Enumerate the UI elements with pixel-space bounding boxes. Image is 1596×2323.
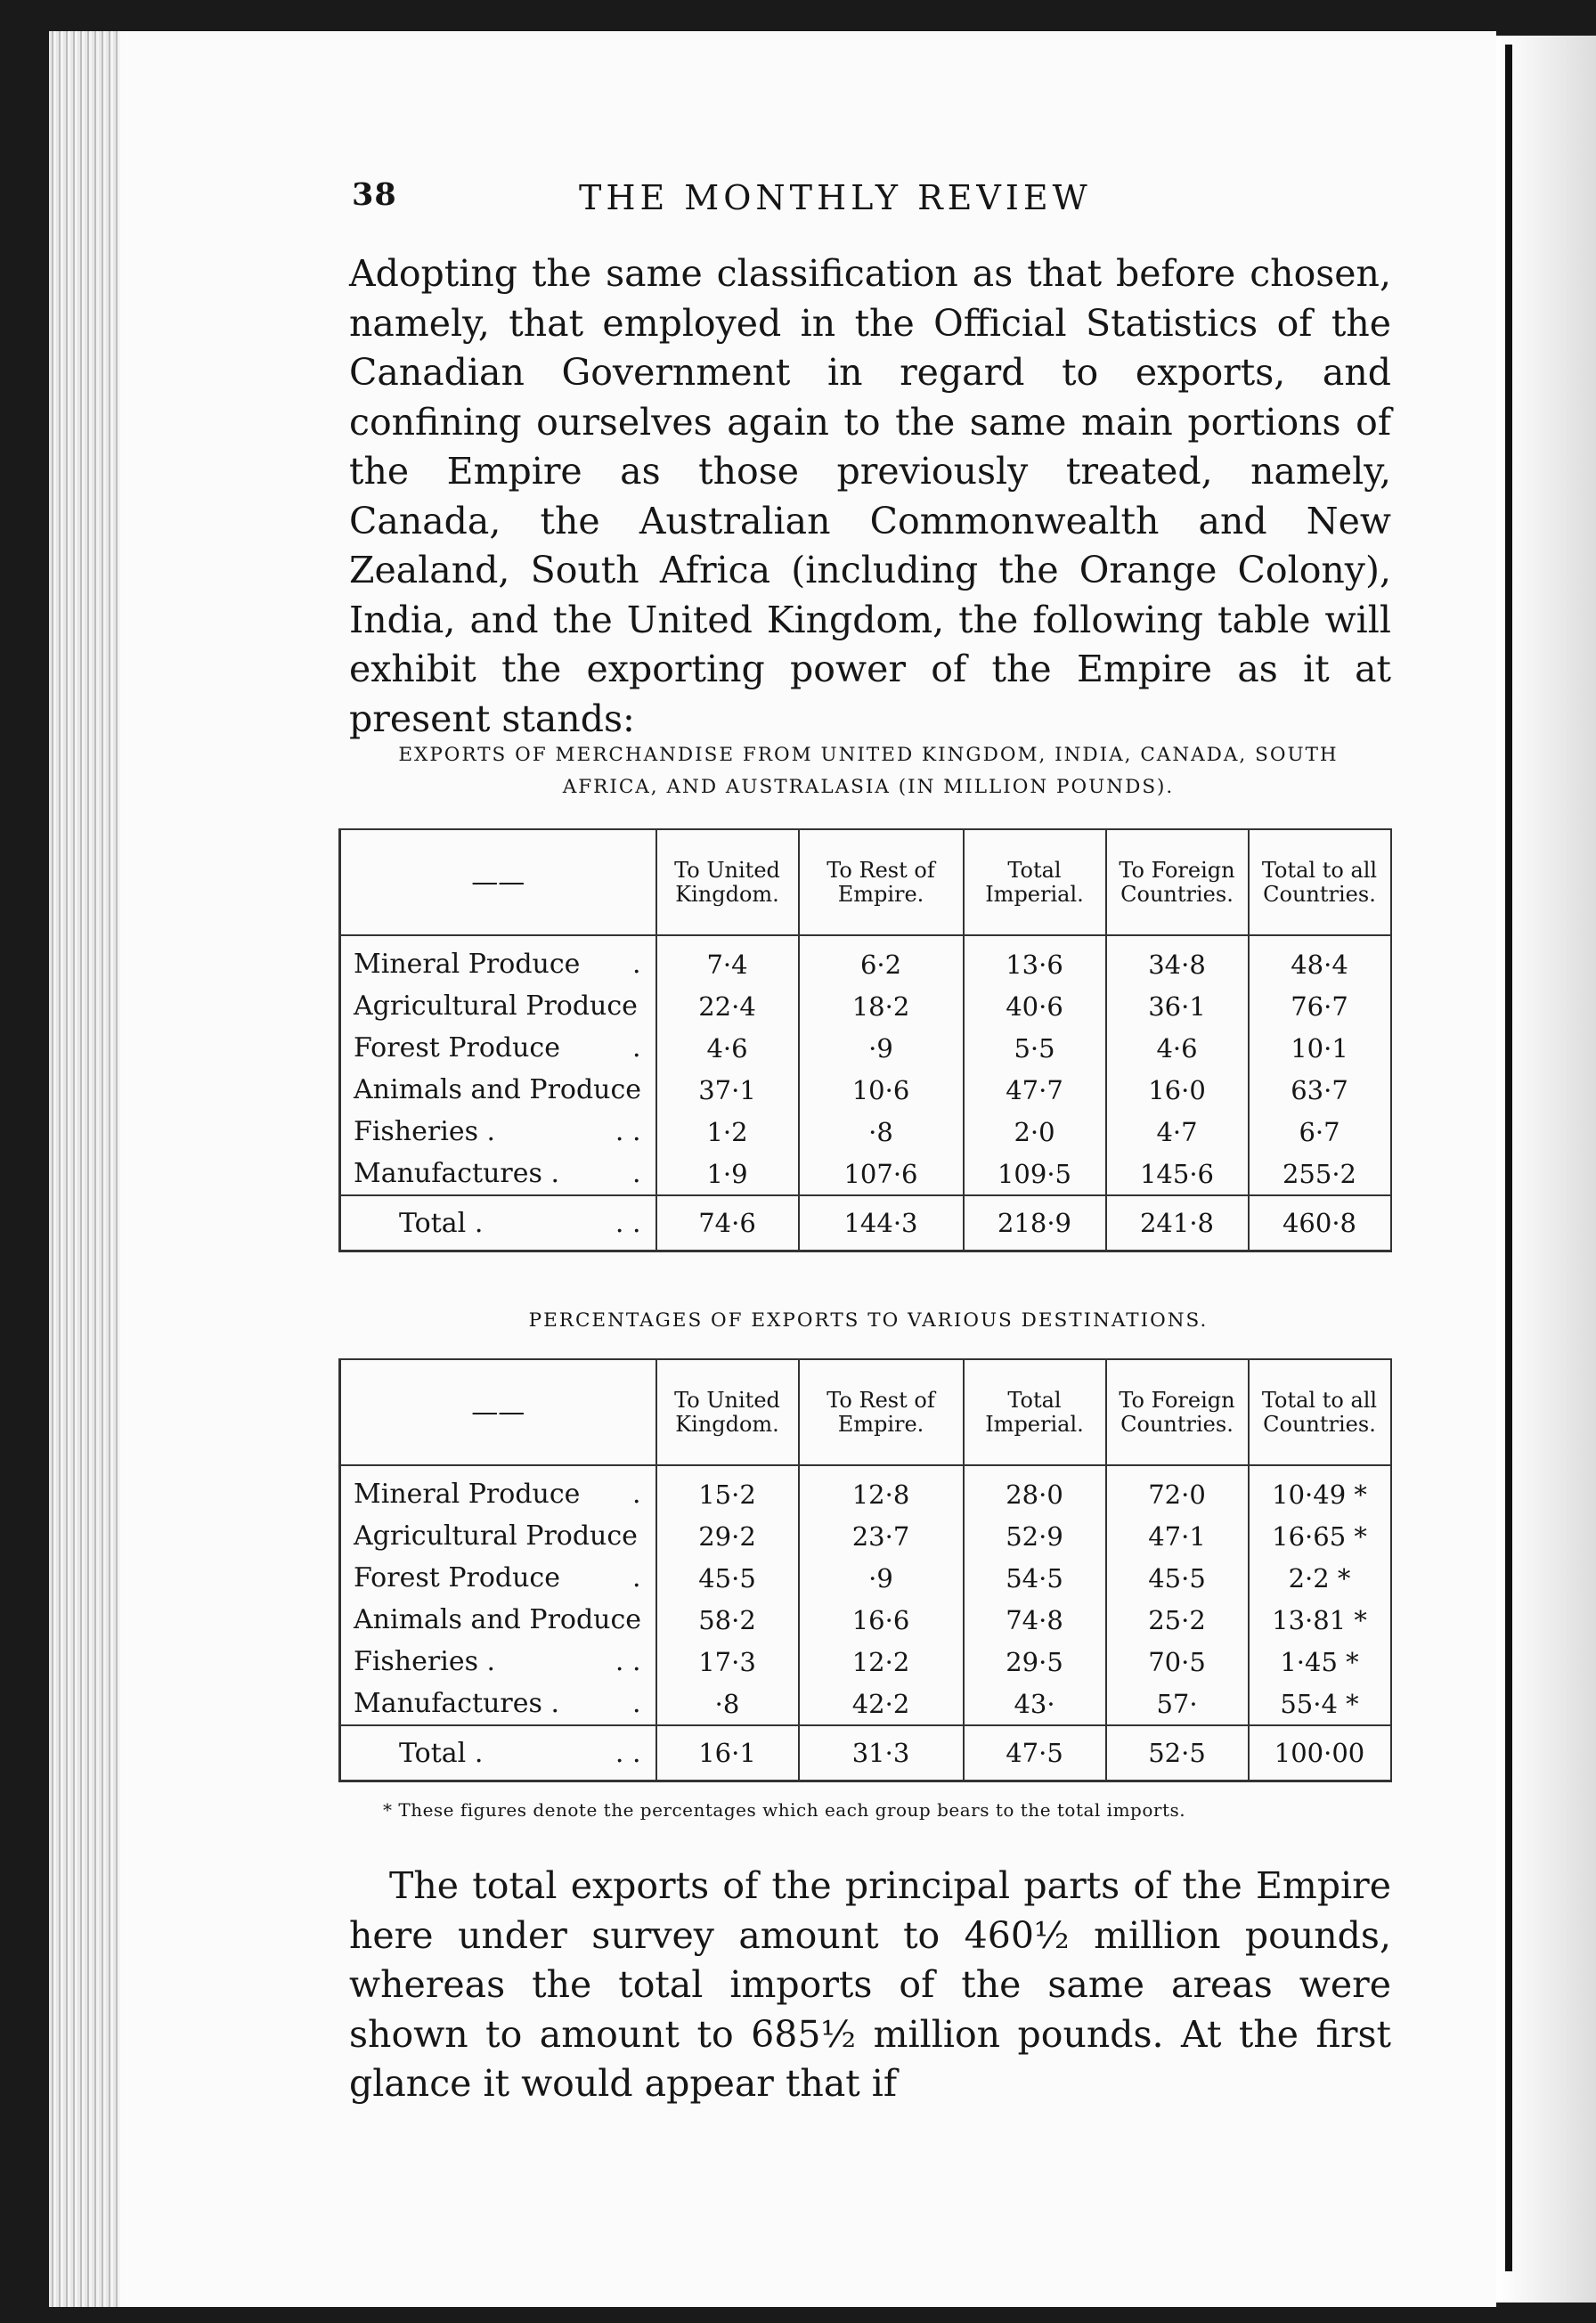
table-row	[340, 1683, 1391, 1725]
value-cell: 6·2	[799, 935, 964, 985]
value-cell: 43·	[964, 1683, 1106, 1725]
header-cell: Total Imperial.	[964, 829, 1106, 935]
value-cell: 29·2	[656, 1515, 799, 1557]
table-row	[340, 935, 1391, 985]
value-cell: 16·6	[799, 1599, 964, 1641]
table-row	[340, 1027, 1391, 1069]
page-number: 38	[352, 176, 397, 213]
row-label	[340, 1515, 656, 1557]
row-label-leader: . .	[615, 1737, 641, 1769]
value-cell: 255·2	[1249, 1153, 1391, 1195]
row-label-text: Forest Produce	[354, 1032, 560, 1064]
value-cell: 1·9	[656, 1153, 799, 1195]
value-cell: 10·1	[1249, 1027, 1391, 1069]
value-cell: 16·1	[656, 1725, 799, 1781]
value-cell: 22·4	[656, 985, 799, 1027]
row-label-leader: .	[631, 1688, 641, 1719]
header-cell: Total to all Countries.	[1249, 1359, 1391, 1465]
value-cell: 74·8	[964, 1599, 1106, 1641]
value-cell: 15·2	[656, 1465, 799, 1515]
value-cell: 17·3	[656, 1641, 799, 1683]
table-row	[340, 1557, 1391, 1599]
value-cell: 2·2 *	[1249, 1557, 1391, 1599]
value-cell: 36·1	[1106, 985, 1249, 1027]
value-cell: 23·7	[799, 1515, 964, 1557]
value-cell: 6·7	[1249, 1111, 1391, 1153]
value-cell: 28·0	[964, 1465, 1106, 1515]
header-cell: Total Imperial.	[964, 1359, 1106, 1465]
row-label	[340, 1195, 656, 1251]
value-cell: 10·6	[799, 1069, 964, 1111]
header-cell: To Foreign Countries.	[1106, 1359, 1249, 1465]
row-label	[340, 1599, 656, 1641]
row-label-leader: .	[631, 1479, 641, 1510]
row-label-text: Agricultural Produce	[354, 1520, 638, 1552]
row-label	[340, 1465, 656, 1515]
row-label-text: Mineral Produce	[354, 949, 581, 980]
value-cell: 4·7	[1106, 1111, 1249, 1153]
value-cell: 12·2	[799, 1641, 964, 1683]
exports-table	[338, 828, 1392, 1252]
row-label-leader: .	[631, 1032, 641, 1064]
value-cell: 10·49 *	[1249, 1465, 1391, 1515]
value-cell: 45·5	[656, 1557, 799, 1599]
row-label	[340, 985, 656, 1027]
row-label-text: Animals and Produce	[354, 1604, 642, 1635]
value-cell: 1·45 *	[1249, 1641, 1391, 1683]
value-cell: 4·6	[1106, 1027, 1249, 1069]
table-row	[340, 1111, 1391, 1153]
value-cell: 107·6	[799, 1153, 964, 1195]
header-cell: To United Kingdom.	[656, 1359, 799, 1465]
value-cell: 218·9	[964, 1195, 1106, 1251]
value-cell: 48·4	[1249, 935, 1391, 985]
table-header-row	[340, 829, 1391, 935]
value-cell: 52·9	[964, 1515, 1106, 1557]
value-cell: 55·4 *	[1249, 1683, 1391, 1725]
value-cell: 100·00	[1249, 1725, 1391, 1781]
value-cell: 31·3	[799, 1725, 964, 1781]
value-cell: 72·0	[1106, 1465, 1249, 1515]
value-cell: 145·6	[1106, 1153, 1249, 1195]
table-row	[340, 1069, 1391, 1111]
row-label	[340, 1683, 656, 1725]
value-cell: 47·1	[1106, 1515, 1249, 1557]
value-cell: 70·5	[1106, 1641, 1249, 1683]
table-row	[340, 985, 1391, 1027]
value-cell: 144·3	[799, 1195, 964, 1251]
row-label-text: Total .	[399, 1207, 484, 1239]
scan-shadow	[1505, 45, 1512, 2271]
header-dash: ——	[340, 1359, 656, 1465]
row-label-text: Manufactures .	[354, 1688, 559, 1719]
row-label	[340, 935, 656, 985]
value-cell: 12·8	[799, 1465, 964, 1515]
value-cell: 18·2	[799, 985, 964, 1027]
table-row	[340, 1465, 1391, 1515]
row-label	[340, 1153, 656, 1195]
table-footnote: * These figures denote the percentages which each group bears to the total imports.	[383, 1799, 1186, 1821]
value-cell: 1·2	[656, 1111, 799, 1153]
value-cell: 29·5	[964, 1641, 1106, 1683]
table-row	[340, 1641, 1391, 1683]
table-1-caption: EXPORTS OF MERCHANDISE FROM UNITED KINGDOM, INDIA, CANADA, SOUTH AFRICA, AND AUSTRALASIA (IN MILLION POUNDS).	[398, 744, 1339, 798]
value-cell: 47·7	[964, 1069, 1106, 1111]
value-cell: 4·6	[656, 1027, 799, 1069]
value-cell: 7·4	[656, 935, 799, 985]
table-row	[340, 1515, 1391, 1557]
value-cell: 54·5	[964, 1557, 1106, 1599]
paragraph-intro: Adopting the same classification as that before chosen, namely, that employed in the Official Statistics of the Canadian Government in regard to exports, and confining ourselves again to the same main portions of the Empire as those previously treated, namely, Canada, the Australian Commonwealth and New Zealand, South Africa (including the Orange Colony), India, and the United Kingdom, the following table will exhibit the exporting power of the Empire as it at present stands:	[349, 252, 1391, 740]
value-cell: 25·2	[1106, 1599, 1249, 1641]
row-label	[340, 1027, 656, 1069]
row-label-leader: .	[631, 949, 641, 980]
value-cell: 47·5	[964, 1725, 1106, 1781]
book-gutter	[49, 31, 120, 2307]
row-label	[340, 1725, 656, 1781]
row-label-text: Manufactures .	[354, 1158, 559, 1189]
row-label-leader: .	[631, 1562, 641, 1593]
value-cell: 74·6	[656, 1195, 799, 1251]
row-label-text: Mineral Produce	[354, 1479, 581, 1510]
paragraph-summary: The total exports of the principal parts of the Empire here under survey amount to 460½ million pounds, whereas the total imports of the same areas were shown to amount to 685½ million pounds. At the first glance it would appear that if	[349, 1864, 1391, 2105]
header-cell: To United Kingdom.	[656, 829, 799, 935]
row-label-text: Animals and Produce	[354, 1074, 642, 1105]
value-cell: 45·5	[1106, 1557, 1249, 1599]
value-cell: 57·	[1106, 1683, 1249, 1725]
header-dash: ——	[340, 829, 656, 935]
value-cell: 13·81 *	[1249, 1599, 1391, 1641]
value-cell: 52·5	[1106, 1725, 1249, 1781]
value-cell: ·8	[799, 1111, 964, 1153]
total-row	[340, 1725, 1391, 1781]
value-cell: 76·7	[1249, 985, 1391, 1027]
header-cell: To Foreign Countries.	[1106, 829, 1249, 935]
value-cell: 37·1	[656, 1069, 799, 1111]
value-cell: 42·2	[799, 1683, 964, 1725]
value-cell: 460·8	[1249, 1195, 1391, 1251]
running-head: THE MONTHLY REVIEW	[579, 178, 1092, 217]
row-label-leader: . .	[615, 1207, 641, 1239]
row-label-text: Total .	[399, 1737, 484, 1769]
value-cell: 2·0	[964, 1111, 1106, 1153]
value-cell: ·9	[799, 1557, 964, 1599]
row-label-leader: . .	[615, 1116, 641, 1147]
row-label-text: Agricultural Produce	[354, 990, 638, 1022]
row-label-text: Forest Produce	[354, 1562, 560, 1593]
table-2-caption: PERCENTAGES OF EXPORTS TO VARIOUS DESTINATIONS.	[528, 1309, 1209, 1332]
header-cell: To Rest of Empire.	[799, 829, 964, 935]
row-label-text: Fisheries .	[354, 1116, 496, 1147]
table-header-row	[340, 1359, 1391, 1465]
value-cell: 5·5	[964, 1027, 1106, 1069]
row-label	[340, 1111, 656, 1153]
value-cell: 13·6	[964, 935, 1106, 985]
value-cell: 63·7	[1249, 1069, 1391, 1111]
table-row	[340, 1153, 1391, 1195]
row-label	[340, 1557, 656, 1599]
value-cell: ·8	[656, 1683, 799, 1725]
value-cell: ·9	[799, 1027, 964, 1069]
row-label-leader: .	[631, 1158, 641, 1189]
value-cell: 58·2	[656, 1599, 799, 1641]
table-row	[340, 1599, 1391, 1641]
header-cell: To Rest of Empire.	[799, 1359, 964, 1465]
row-label-leader: . .	[615, 1646, 641, 1677]
value-cell: 109·5	[964, 1153, 1106, 1195]
value-cell: 16·65 *	[1249, 1515, 1391, 1557]
value-cell: 34·8	[1106, 935, 1249, 985]
total-row	[340, 1195, 1391, 1251]
value-cell: 241·8	[1106, 1195, 1249, 1251]
row-label	[340, 1641, 656, 1683]
value-cell: 40·6	[964, 985, 1106, 1027]
percentages-table	[338, 1358, 1392, 1782]
header-cell: Total to all Countries.	[1249, 829, 1391, 935]
row-label-text: Fisheries .	[354, 1646, 496, 1677]
value-cell: 16·0	[1106, 1069, 1249, 1111]
row-label	[340, 1069, 656, 1111]
